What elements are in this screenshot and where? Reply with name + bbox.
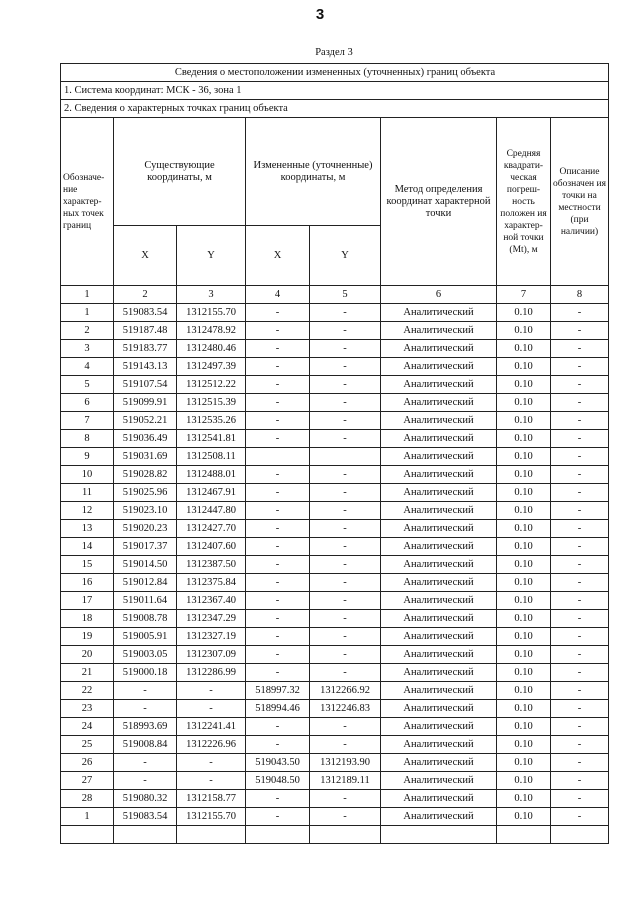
existing-y-cell: 1312241.41 [177,718,246,736]
description-cell: - [551,682,609,700]
method-cell: Аналитический [381,394,497,412]
point-id-cell: 13 [61,520,114,538]
error-cell: 0.10 [497,520,551,538]
method-cell: Аналитический [381,610,497,628]
point-id-cell: 2 [61,322,114,340]
changed-y-cell: - [310,502,381,520]
table-row [61,394,609,412]
existing-x-cell: 519003.05 [114,646,177,664]
error-cell: 0.10 [497,556,551,574]
coord-system: 1. Система координат: МСК - 36, зона 1 [61,82,609,100]
existing-y-cell: 1312541.81 [177,430,246,448]
error-cell: 0.10 [497,358,551,376]
description-cell: - [551,772,609,790]
point-id-cell: 22 [61,682,114,700]
existing-x-cell: 519036.49 [114,430,177,448]
changed-x-cell: 519048.50 [246,772,310,790]
error-cell: 0.10 [497,610,551,628]
description-cell: - [551,700,609,718]
points-heading: 2. Сведения о характерных точках границ объекта [61,100,609,118]
existing-y-cell: 1312515.39 [177,394,246,412]
method-cell: Аналитический [381,556,497,574]
error-cell: 0.10 [497,430,551,448]
existing-x-cell: 519080.32 [114,790,177,808]
existing-y-cell: 1312497.39 [177,358,246,376]
table-row [61,700,609,718]
existing-x-cell: 519031.69 [114,448,177,466]
existing-x-cell: 519025.96 [114,484,177,502]
existing-y-cell: 1312512.22 [177,376,246,394]
existing-x-cell: - [114,754,177,772]
point-id-cell: 20 [61,646,114,664]
existing-y-cell: 1312286.99 [177,664,246,682]
existing-x-cell: 519143.13 [114,358,177,376]
changed-y-cell: - [310,340,381,358]
page-number: 3 [315,6,325,23]
existing-y-cell: 1312375.84 [177,574,246,592]
description-cell: - [551,430,609,448]
existing-x-cell [114,826,177,844]
description-cell: - [551,718,609,736]
error-cell: 0.10 [497,646,551,664]
changed-x-cell: - [246,466,310,484]
header-changed: Измененные (уточненные) координаты, м [246,118,381,226]
changed-x-cell [246,448,310,466]
table-row [61,412,609,430]
error-cell: 0.10 [497,574,551,592]
existing-y-cell: 1312226.96 [177,736,246,754]
changed-y-cell: - [310,538,381,556]
changed-x-cell: - [246,358,310,376]
error-cell: 0.10 [497,700,551,718]
table-row [61,502,609,520]
changed-y-cell: - [310,664,381,682]
table-row [61,340,609,358]
description-cell: - [551,394,609,412]
existing-y-cell: 1312367.40 [177,592,246,610]
description-cell: - [551,610,609,628]
point-id-cell: 9 [61,448,114,466]
point-id-cell: 25 [61,736,114,754]
method-cell: Аналитический [381,322,497,340]
existing-x-cell: 519000.18 [114,664,177,682]
changed-x-cell: - [246,394,310,412]
changed-y-cell: - [310,628,381,646]
changed-x-cell: - [246,808,310,826]
existing-x-cell: 519005.91 [114,628,177,646]
existing-y-cell: 1312535.26 [177,412,246,430]
existing-x-cell: 519012.84 [114,574,177,592]
existing-y-cell: 1312447.80 [177,502,246,520]
changed-y-cell: - [310,520,381,538]
point-id-cell: 24 [61,718,114,736]
changed-x-cell: 518994.46 [246,700,310,718]
error-cell: 0.10 [497,394,551,412]
existing-x-cell: - [114,772,177,790]
description-cell: - [551,466,609,484]
header-method: Метод определения координат характерной точки [381,118,497,286]
existing-x-cell: - [114,682,177,700]
description-cell: - [551,358,609,376]
method-cell: Аналитический [381,466,497,484]
section-label: Раздел 3 [315,47,353,58]
error-cell: 0.10 [497,772,551,790]
description-cell: - [551,556,609,574]
error-cell: 0.10 [497,718,551,736]
col-number: 3 [177,286,246,304]
error-cell: 0.10 [497,664,551,682]
table-body [61,304,609,844]
description-cell: - [551,376,609,394]
point-id-cell: 11 [61,484,114,502]
existing-y-cell: - [177,700,246,718]
existing-y-cell: 1312480.46 [177,340,246,358]
method-cell: Аналитический [381,538,497,556]
table-row [61,304,609,322]
point-id-cell: 1 [61,808,114,826]
changed-x-cell: - [246,610,310,628]
description-cell: - [551,538,609,556]
error-cell: 0.10 [497,466,551,484]
method-cell: Аналитический [381,754,497,772]
existing-x-cell: 519183.77 [114,340,177,358]
boundary-points-table [60,63,609,844]
method-cell: Аналитический [381,646,497,664]
existing-x-cell: 519107.54 [114,376,177,394]
table-row [61,808,609,826]
table-row [61,682,609,700]
changed-y-cell: - [310,610,381,628]
method-cell: Аналитический [381,772,497,790]
existing-y-cell: 1312327.19 [177,628,246,646]
table-row [61,790,609,808]
point-id-cell: 15 [61,556,114,574]
changed-x-cell [246,826,310,844]
method-cell: Аналитический [381,682,497,700]
table-row [61,826,609,844]
changed-y-cell: - [310,808,381,826]
changed-x-cell: - [246,646,310,664]
changed-y-cell: 1312193.90 [310,754,381,772]
existing-x-cell: - [114,700,177,718]
error-cell: 0.10 [497,790,551,808]
changed-y-cell: - [310,790,381,808]
changed-y-cell: - [310,592,381,610]
point-id-cell: 17 [61,592,114,610]
col-number: 4 [246,286,310,304]
col-number: 7 [497,286,551,304]
error-cell: 0.10 [497,322,551,340]
col-number: 1 [61,286,114,304]
changed-y-cell: - [310,412,381,430]
header-existing: Существующие координаты, м [114,118,246,226]
method-cell: Аналитический [381,736,497,754]
changed-y-cell: - [310,394,381,412]
changed-x-cell: - [246,592,310,610]
point-id-cell: 6 [61,394,114,412]
changed-y-cell: - [310,556,381,574]
error-cell: 0.10 [497,538,551,556]
method-cell: Аналитический [381,430,497,448]
error-cell [497,826,551,844]
changed-x-cell: - [246,304,310,322]
method-cell: Аналитический [381,484,497,502]
point-id-cell: 10 [61,466,114,484]
existing-y-cell: 1312155.70 [177,304,246,322]
description-cell: - [551,304,609,322]
table-title: Сведения о местоположении измененных (уточненных) границ объекта [61,64,609,82]
method-cell: Аналитический [381,376,497,394]
error-cell: 0.10 [497,340,551,358]
point-id-cell: 23 [61,700,114,718]
method-cell: Аналитический [381,358,497,376]
point-id-cell: 27 [61,772,114,790]
existing-x-cell: 519011.64 [114,592,177,610]
changed-y-cell [310,826,381,844]
method-cell: Аналитический [381,628,497,646]
existing-y-cell: 1312427.70 [177,520,246,538]
table-row [61,538,609,556]
table-row [61,556,609,574]
changed-y-cell: - [310,376,381,394]
error-cell: 0.10 [497,484,551,502]
point-id-cell: 3 [61,340,114,358]
table-row [61,574,609,592]
header-x-existing: X [114,226,177,286]
changed-x-cell: - [246,718,310,736]
point-id-cell: 7 [61,412,114,430]
existing-y-cell: - [177,772,246,790]
existing-y-cell: 1312158.77 [177,790,246,808]
changed-y-cell: - [310,304,381,322]
changed-x-cell: - [246,628,310,646]
changed-x-cell: - [246,430,310,448]
existing-x-cell: 518993.69 [114,718,177,736]
header-designation: Обозначе-ние характер-ных точек границ [61,118,114,286]
description-cell: - [551,520,609,538]
method-cell: Аналитический [381,790,497,808]
existing-y-cell: 1312478.92 [177,322,246,340]
table-row [61,592,609,610]
header-x-changed: X [246,226,310,286]
method-cell: Аналитический [381,340,497,358]
point-id-cell: 5 [61,376,114,394]
header-y-changed: Y [310,226,381,286]
header-error: Средняя квадрати-ческая погреш-ность положен ия характер-ной точки (Mt), м [497,118,551,286]
description-cell: - [551,790,609,808]
error-cell: 0.10 [497,592,551,610]
method-cell: Аналитический [381,700,497,718]
existing-y-cell: 1312155.70 [177,808,246,826]
changed-x-cell: - [246,484,310,502]
description-cell [551,826,609,844]
changed-y-cell [310,448,381,466]
description-cell: - [551,736,609,754]
existing-x-cell: 519020.23 [114,520,177,538]
existing-x-cell: 519187.48 [114,322,177,340]
table-row [61,484,609,502]
description-cell: - [551,628,609,646]
table-row [61,430,609,448]
existing-x-cell: 519083.54 [114,808,177,826]
point-id-cell: 19 [61,628,114,646]
method-cell: Аналитический [381,448,497,466]
description-cell: - [551,754,609,772]
table-row [61,466,609,484]
col-number: 6 [381,286,497,304]
changed-y-cell: - [310,718,381,736]
error-cell: 0.10 [497,682,551,700]
table-row [61,628,609,646]
existing-x-cell: 519099.91 [114,394,177,412]
changed-x-cell: - [246,664,310,682]
point-id-cell: 26 [61,754,114,772]
description-cell: - [551,412,609,430]
method-cell: Аналитический [381,664,497,682]
changed-x-cell: - [246,376,310,394]
changed-x-cell: - [246,790,310,808]
table-row [61,664,609,682]
method-cell [381,826,497,844]
error-cell: 0.10 [497,808,551,826]
method-cell: Аналитический [381,808,497,826]
existing-y-cell: 1312347.29 [177,610,246,628]
description-cell: - [551,808,609,826]
changed-x-cell: - [246,538,310,556]
changed-y-cell: 1312189.11 [310,772,381,790]
table-row [61,376,609,394]
changed-x-cell: - [246,520,310,538]
table-row [61,520,609,538]
point-id-cell: 21 [61,664,114,682]
description-cell: - [551,484,609,502]
table-row [61,448,609,466]
description-cell: - [551,448,609,466]
error-cell: 0.10 [497,376,551,394]
table-row [61,718,609,736]
point-id-cell [61,826,114,844]
changed-y-cell: - [310,736,381,754]
existing-y-cell: 1312407.60 [177,538,246,556]
error-cell: 0.10 [497,304,551,322]
changed-y-cell: - [310,430,381,448]
changed-x-cell: 518997.32 [246,682,310,700]
method-cell: Аналитический [381,574,497,592]
error-cell: 0.10 [497,448,551,466]
changed-y-cell: - [310,574,381,592]
col-number: 2 [114,286,177,304]
point-id-cell: 1 [61,304,114,322]
changed-x-cell: - [246,340,310,358]
point-id-cell: 12 [61,502,114,520]
changed-x-cell: - [246,502,310,520]
existing-x-cell: 519023.10 [114,502,177,520]
existing-x-cell: 519014.50 [114,556,177,574]
method-cell: Аналитический [381,520,497,538]
table-row [61,736,609,754]
point-id-cell: 14 [61,538,114,556]
error-cell: 0.10 [497,754,551,772]
method-cell: Аналитический [381,304,497,322]
description-cell: - [551,664,609,682]
existing-x-cell: 519028.82 [114,466,177,484]
existing-y-cell: 1312508.11 [177,448,246,466]
table-row [61,610,609,628]
col-number: 8 [551,286,609,304]
point-id-cell: 4 [61,358,114,376]
changed-x-cell: 519043.50 [246,754,310,772]
col-number: 5 [310,286,381,304]
changed-y-cell: 1312266.92 [310,682,381,700]
existing-x-cell: 519083.54 [114,304,177,322]
description-cell: - [551,502,609,520]
changed-x-cell: - [246,574,310,592]
point-id-cell: 18 [61,610,114,628]
error-cell: 0.10 [497,412,551,430]
changed-y-cell: - [310,358,381,376]
changed-x-cell: - [246,556,310,574]
changed-y-cell: - [310,484,381,502]
description-cell: - [551,574,609,592]
changed-x-cell: - [246,412,310,430]
method-cell: Аналитический [381,412,497,430]
error-cell: 0.10 [497,736,551,754]
table-row [61,772,609,790]
description-cell: - [551,340,609,358]
description-cell: - [551,646,609,664]
existing-x-cell: 519008.78 [114,610,177,628]
existing-x-cell: 519017.37 [114,538,177,556]
header-description: Описание обозначен ия точки на местности (при наличии) [551,118,609,286]
table-row [61,646,609,664]
existing-y-cell [177,826,246,844]
existing-y-cell: 1312387.50 [177,556,246,574]
description-cell: - [551,592,609,610]
error-cell: 0.10 [497,628,551,646]
point-id-cell: 8 [61,430,114,448]
existing-y-cell: - [177,754,246,772]
table-row [61,322,609,340]
description-cell: - [551,322,609,340]
point-id-cell: 28 [61,790,114,808]
changed-y-cell: - [310,646,381,664]
changed-x-cell: - [246,322,310,340]
existing-x-cell: 519052.21 [114,412,177,430]
existing-y-cell: 1312307.09 [177,646,246,664]
table-row [61,358,609,376]
changed-y-cell: - [310,322,381,340]
existing-y-cell: 1312467.91 [177,484,246,502]
point-id-cell: 16 [61,574,114,592]
method-cell: Аналитический [381,718,497,736]
method-cell: Аналитический [381,502,497,520]
existing-x-cell: 519008.84 [114,736,177,754]
method-cell: Аналитический [381,592,497,610]
table-row [61,754,609,772]
changed-y-cell: 1312246.83 [310,700,381,718]
changed-x-cell: - [246,736,310,754]
changed-y-cell: - [310,466,381,484]
existing-y-cell: - [177,682,246,700]
error-cell: 0.10 [497,502,551,520]
existing-y-cell: 1312488.01 [177,466,246,484]
header-y-existing: Y [177,226,246,286]
